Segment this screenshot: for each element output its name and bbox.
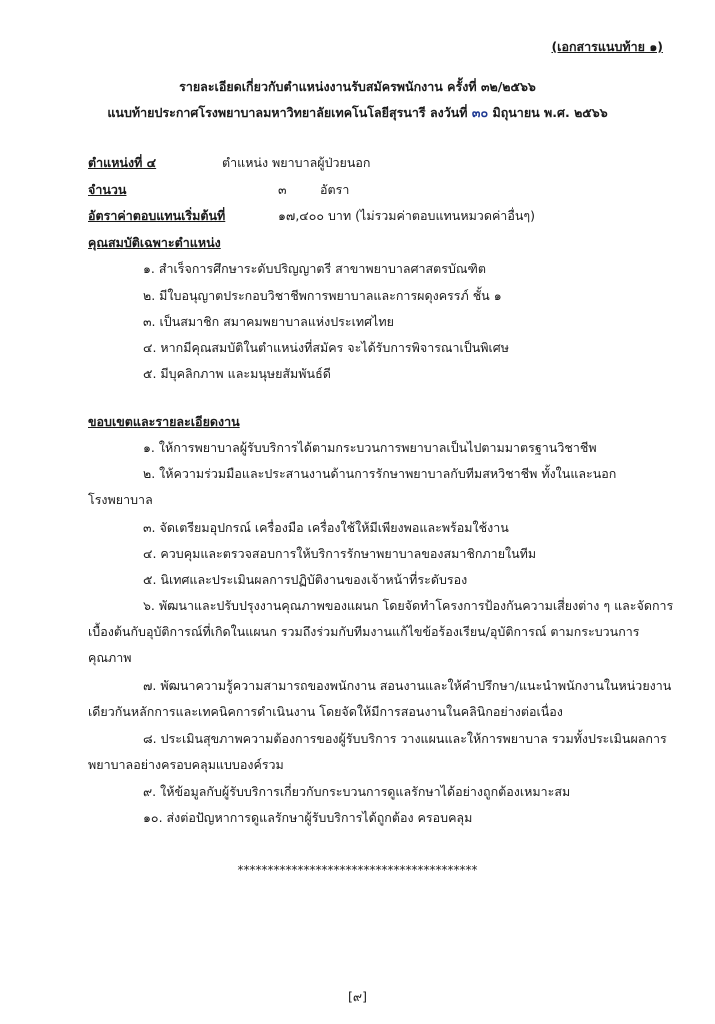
document-subtitle: [0, 103, 715, 123]
scope-item-2-line1: ๒. ให้ความร่วมมือและประสานงานด้านการรักษาพยาบาลกับทีมสหวิชาชีพ ทั้งในและนอก: [143, 466, 617, 481]
section-divider: ****************************************: [237, 863, 478, 877]
subtitle-date-number: ๓๐: [471, 105, 489, 120]
scope-item-9: ๙. ให้ข้อมูลกับผู้รับบริการเกี่ยวกับกระบวนการดูแลรักษาได้อย่างถูกต้องเหมาะสม: [143, 784, 571, 799]
scope-item-5: ๕. นิเทศและประเมินผลการปฏิบัติงานของเจ้าหน้าที่ระดับรอง: [143, 572, 468, 587]
attachment-label: (เอกสารแนบท้าย ๑): [551, 39, 663, 54]
count-label: จำนวน: [88, 182, 127, 197]
scope-item-2-line2: โรงพยาบาล: [88, 492, 153, 507]
qualification-item: ๔. หากมีคุณสมบัติในตำแหน่งที่สมัคร จะได้รับการพิจารณาเป็นพิเศษ: [143, 340, 509, 355]
qualification-item: ๑. สำเร็จการศึกษาระดับปริญญาตรี สาขาพยาบาลศาสตรบัณฑิต: [143, 261, 487, 276]
qualification-item: ๒. มีใบอนุญาตประกอบวิชาชีพการพยาบาลและการผดุงครรภ์ ชั้น ๑: [143, 288, 502, 303]
scope-item-10: ๑๐. ส่งต่อปัญหาการดูแลรักษาผู้รับบริการได้ถูกต้อง ครอบคลุม: [143, 810, 473, 825]
scope-item-4: ๔. ควบคุมและตรวจสอบการให้บริการรักษาพยาบาลของสมาชิกภายในทีม: [143, 546, 537, 561]
scope-heading: ขอบเขตและรายละเอียดงาน: [88, 414, 240, 429]
count-unit: อัตรา: [320, 182, 350, 197]
document-title: รายละเอียดเกี่ยวกับตำแหน่งงานรับสมัครพนักงาน ครั้งที่ ๓๒/๒๕๖๖: [179, 79, 536, 94]
salary-label: อัตราค่าตอบแทนเริ่มต้นที่: [88, 208, 226, 223]
scope-item-6-line3: คุณภาพ: [88, 650, 132, 665]
qualification-item: ๓. เป็นสมาชิก สมาคมพยาบาลแห่งประเทศไทย: [143, 314, 394, 329]
position-value: ตำแหน่ง พยาบาลผู้ป่วยนอก: [222, 155, 371, 170]
scope-item-6-line2: เบื้องต้นกับอุบัติการณ์ที่เกิดในแผนก รวมถึงร่วมกับทีมงานแก้ไขข้อร้องเรียน/อุบัติการณ์ ตามกระบวนการ: [88, 624, 640, 639]
scope-item-3: ๓. จัดเตรียมอุปกรณ์ เครื่องมือ เครื่องใช้ให้มีเพียงพอและพร้อมใช้งาน: [143, 520, 509, 535]
page-number: [๙]: [348, 989, 367, 1004]
scope-item-7-line2: เดียวกันหลักการและเทคนิคการดำเนินงาน โดยจัดให้มีการสอนงานในคลินิกอย่างต่อเนื่อง: [88, 704, 563, 719]
scope-item-6-line1: ๖. พัฒนาและปรับปรุงงานคุณภาพของแผนก โดยจัดทำโครงการป้องกันความเสี่ยงต่าง ๆ และจัดการ: [143, 598, 674, 613]
subtitle-date-rest: มิถุนายน พ.ศ. ๒๕๖๖: [492, 105, 608, 120]
scope-item-8-line2: พยาบาลอย่างครอบคลุมแบบองค์รวม: [88, 757, 284, 772]
qualification-item: ๕. มีบุคลิกภาพ และมนุษยสัมพันธ์ดี: [143, 366, 331, 381]
position-label: ตำแหน่งที่ ๔: [88, 155, 157, 170]
count-value: ๓: [278, 182, 287, 197]
scope-item-7-line1: ๗. พัฒนาความรู้ความสามารถของพนักงาน สอนงานและให้คำปรึกษา/แนะนำพนักงานในหน่วยงาน: [143, 678, 672, 693]
qualifications-heading: คุณสมบัติเฉพาะตำแหน่ง: [88, 235, 221, 250]
subtitle-text: แนบท้ายประกาศโรงพยาบาลมหาวิทยาลัยเทคโนโลยีสุรนารี ลงวันที่: [107, 105, 468, 120]
salary-value: ๑๗,๔๐๐ บาท (ไม่รวมค่าตอบแทนหมวดค่าอื่นๆ): [278, 208, 535, 223]
scope-item-8-line1: ๘. ประเมินสุขภาพความต้องการของผู้รับบริการ วางแผนและให้การพยาบาล รวมทั้งประเมินผลการ: [143, 731, 667, 746]
scope-item-1: ๑. ให้การพยาบาลผู้รับบริการได้ตามกระบวนการพยาบาลเป็นไปตามมาตรฐานวิชาชีพ: [143, 440, 597, 455]
